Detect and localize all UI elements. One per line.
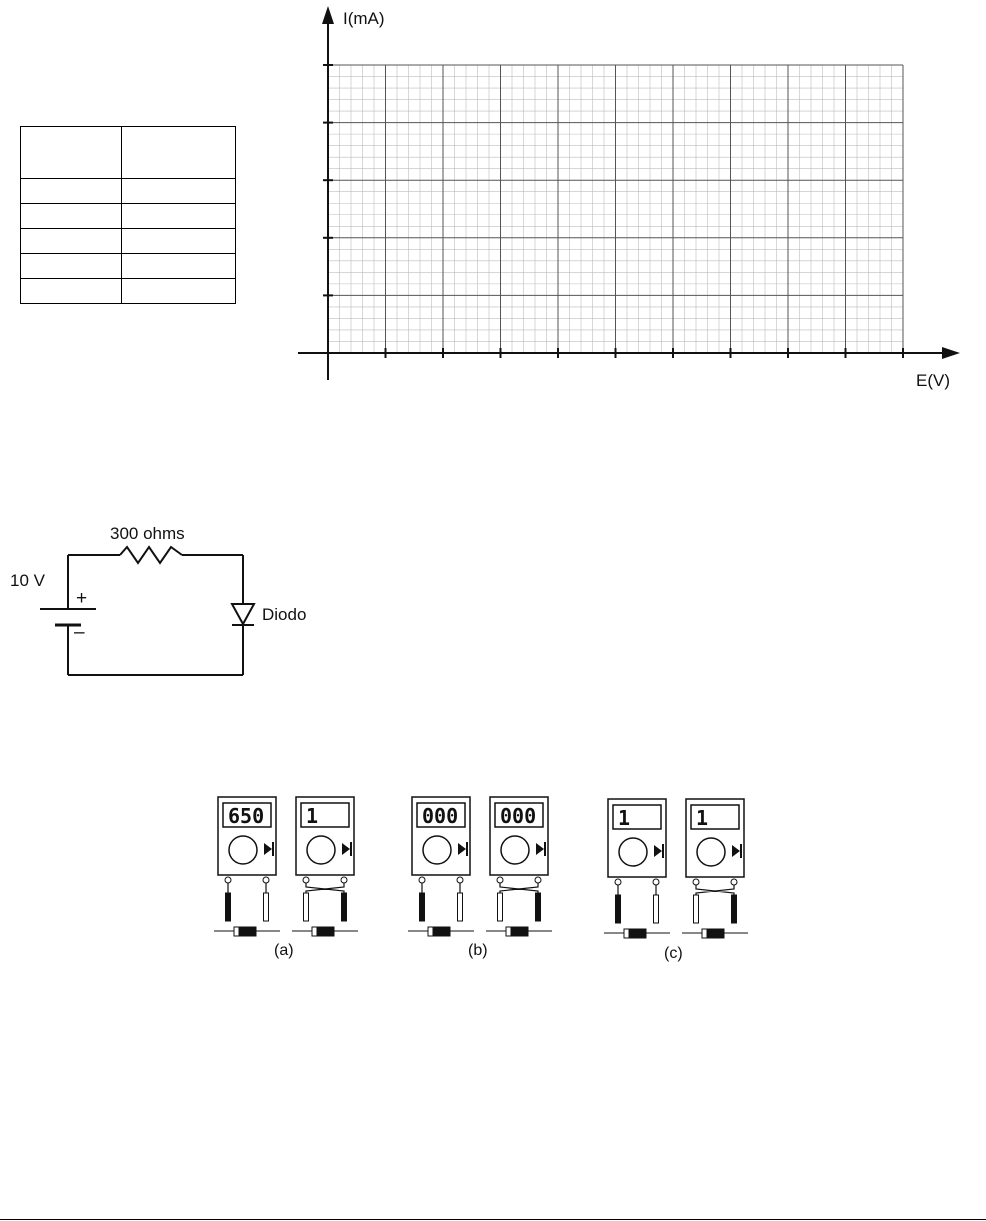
jack-positive-icon[interactable] — [263, 877, 269, 883]
jack-negative-icon[interactable] — [497, 877, 503, 883]
y-axis-arrow-icon — [322, 6, 334, 24]
test-lead-wires — [500, 883, 538, 893]
jack-negative-icon[interactable] — [419, 877, 425, 883]
probe-left-icon[interactable] — [498, 893, 503, 921]
jack-positive-icon[interactable] — [341, 877, 347, 883]
probe-right-icon[interactable] — [536, 893, 541, 921]
caption-b: (b) — [468, 942, 488, 959]
multimeter-reading: 650 — [228, 804, 265, 828]
table-header-cell-i[interactable] — [122, 127, 236, 179]
table-cell[interactable] — [122, 179, 236, 204]
table-cell[interactable] — [122, 204, 236, 229]
table-cell[interactable] — [122, 254, 236, 279]
test-lead-wires — [228, 883, 266, 893]
caption-a: (a) — [274, 942, 294, 959]
multimeter-c-right — [682, 799, 748, 938]
diode-icon — [232, 604, 254, 624]
test-lead-wires — [422, 883, 460, 893]
multimeter-reading: 1 — [306, 804, 319, 828]
page-bottom-rule — [0, 1219, 986, 1220]
table-row — [21, 254, 236, 279]
probe-right-icon[interactable] — [732, 895, 737, 923]
selector-dial-icon[interactable] — [501, 836, 529, 864]
table-row — [21, 179, 236, 204]
table-row — [21, 279, 236, 304]
table-cell[interactable] — [21, 279, 122, 304]
probe-right-icon[interactable] — [342, 893, 347, 921]
selector-dial-icon[interactable] — [229, 836, 257, 864]
y-axis-label: I(mA) — [343, 9, 385, 28]
jack-positive-icon[interactable] — [731, 879, 737, 885]
probe-left-icon[interactable] — [420, 893, 425, 921]
jack-negative-icon[interactable] — [303, 877, 309, 883]
x-axis-label: E(V) — [916, 371, 950, 390]
resistor-icon — [120, 547, 182, 563]
caption-c: (c) — [664, 945, 683, 962]
table-cell[interactable] — [122, 229, 236, 254]
jack-positive-icon[interactable] — [653, 879, 659, 885]
test-lead-wires — [618, 885, 656, 895]
multimeter-reading: 1 — [696, 806, 709, 830]
probe-right-icon[interactable] — [654, 895, 659, 923]
diode-cathode-band-icon — [702, 929, 707, 938]
table-header-cell-e[interactable] — [21, 127, 122, 179]
probe-left-icon[interactable] — [226, 893, 231, 921]
diode-cathode-band-icon — [312, 927, 317, 936]
circuit-diagram — [40, 547, 254, 675]
diode-label: Diodo — [262, 605, 307, 624]
table-cell[interactable] — [21, 229, 122, 254]
multimeter-b-left — [408, 797, 474, 936]
source-label: 10 V — [10, 571, 45, 590]
probe-right-icon[interactable] — [264, 893, 269, 921]
diode-cathode-band-icon — [234, 927, 239, 936]
iv-graph — [298, 6, 960, 390]
diode-cathode-band-icon — [624, 929, 629, 938]
minus-sign: – — [74, 622, 85, 643]
multimeter-b-right — [486, 797, 552, 936]
test-lead-wires — [696, 885, 734, 895]
multimeter-reading: 000 — [500, 804, 537, 828]
probe-left-icon[interactable] — [616, 895, 621, 923]
multimeter-reading: 1 — [618, 806, 631, 830]
diode-cathode-band-icon — [428, 927, 433, 936]
x-axis-arrow-icon — [942, 347, 960, 359]
table-row — [21, 204, 236, 229]
multimeter-reading: 000 — [422, 804, 459, 828]
table-cell[interactable] — [21, 254, 122, 279]
jack-positive-icon[interactable] — [535, 877, 541, 883]
multimeter-figures — [214, 797, 748, 938]
table-cell[interactable] — [21, 204, 122, 229]
table-cell[interactable] — [21, 179, 122, 204]
selector-dial-icon[interactable] — [619, 838, 647, 866]
jack-positive-icon[interactable] — [457, 877, 463, 883]
jack-negative-icon[interactable] — [615, 879, 621, 885]
probe-left-icon[interactable] — [304, 893, 309, 921]
multimeter-c-left — [604, 799, 670, 938]
probe-right-icon[interactable] — [458, 893, 463, 921]
resistor-label: 300 ohms — [110, 524, 185, 543]
jack-negative-icon[interactable] — [693, 879, 699, 885]
multimeter-a-right — [292, 797, 358, 936]
selector-dial-icon[interactable] — [423, 836, 451, 864]
selector-dial-icon[interactable] — [697, 838, 725, 866]
test-lead-wires — [306, 883, 344, 893]
axis-ticks — [323, 65, 903, 358]
probe-left-icon[interactable] — [694, 895, 699, 923]
data-table — [20, 126, 236, 304]
table-header-row — [21, 127, 236, 179]
table-cell[interactable] — [122, 279, 236, 304]
plus-sign: + — [76, 588, 88, 609]
multimeter-a-left — [214, 797, 280, 936]
circuit-labels — [10, 524, 306, 643]
jack-negative-icon[interactable] — [225, 877, 231, 883]
graph-major-grid — [328, 65, 903, 353]
table-row — [21, 229, 236, 254]
diode-cathode-band-icon — [506, 927, 511, 936]
selector-dial-icon[interactable] — [307, 836, 335, 864]
